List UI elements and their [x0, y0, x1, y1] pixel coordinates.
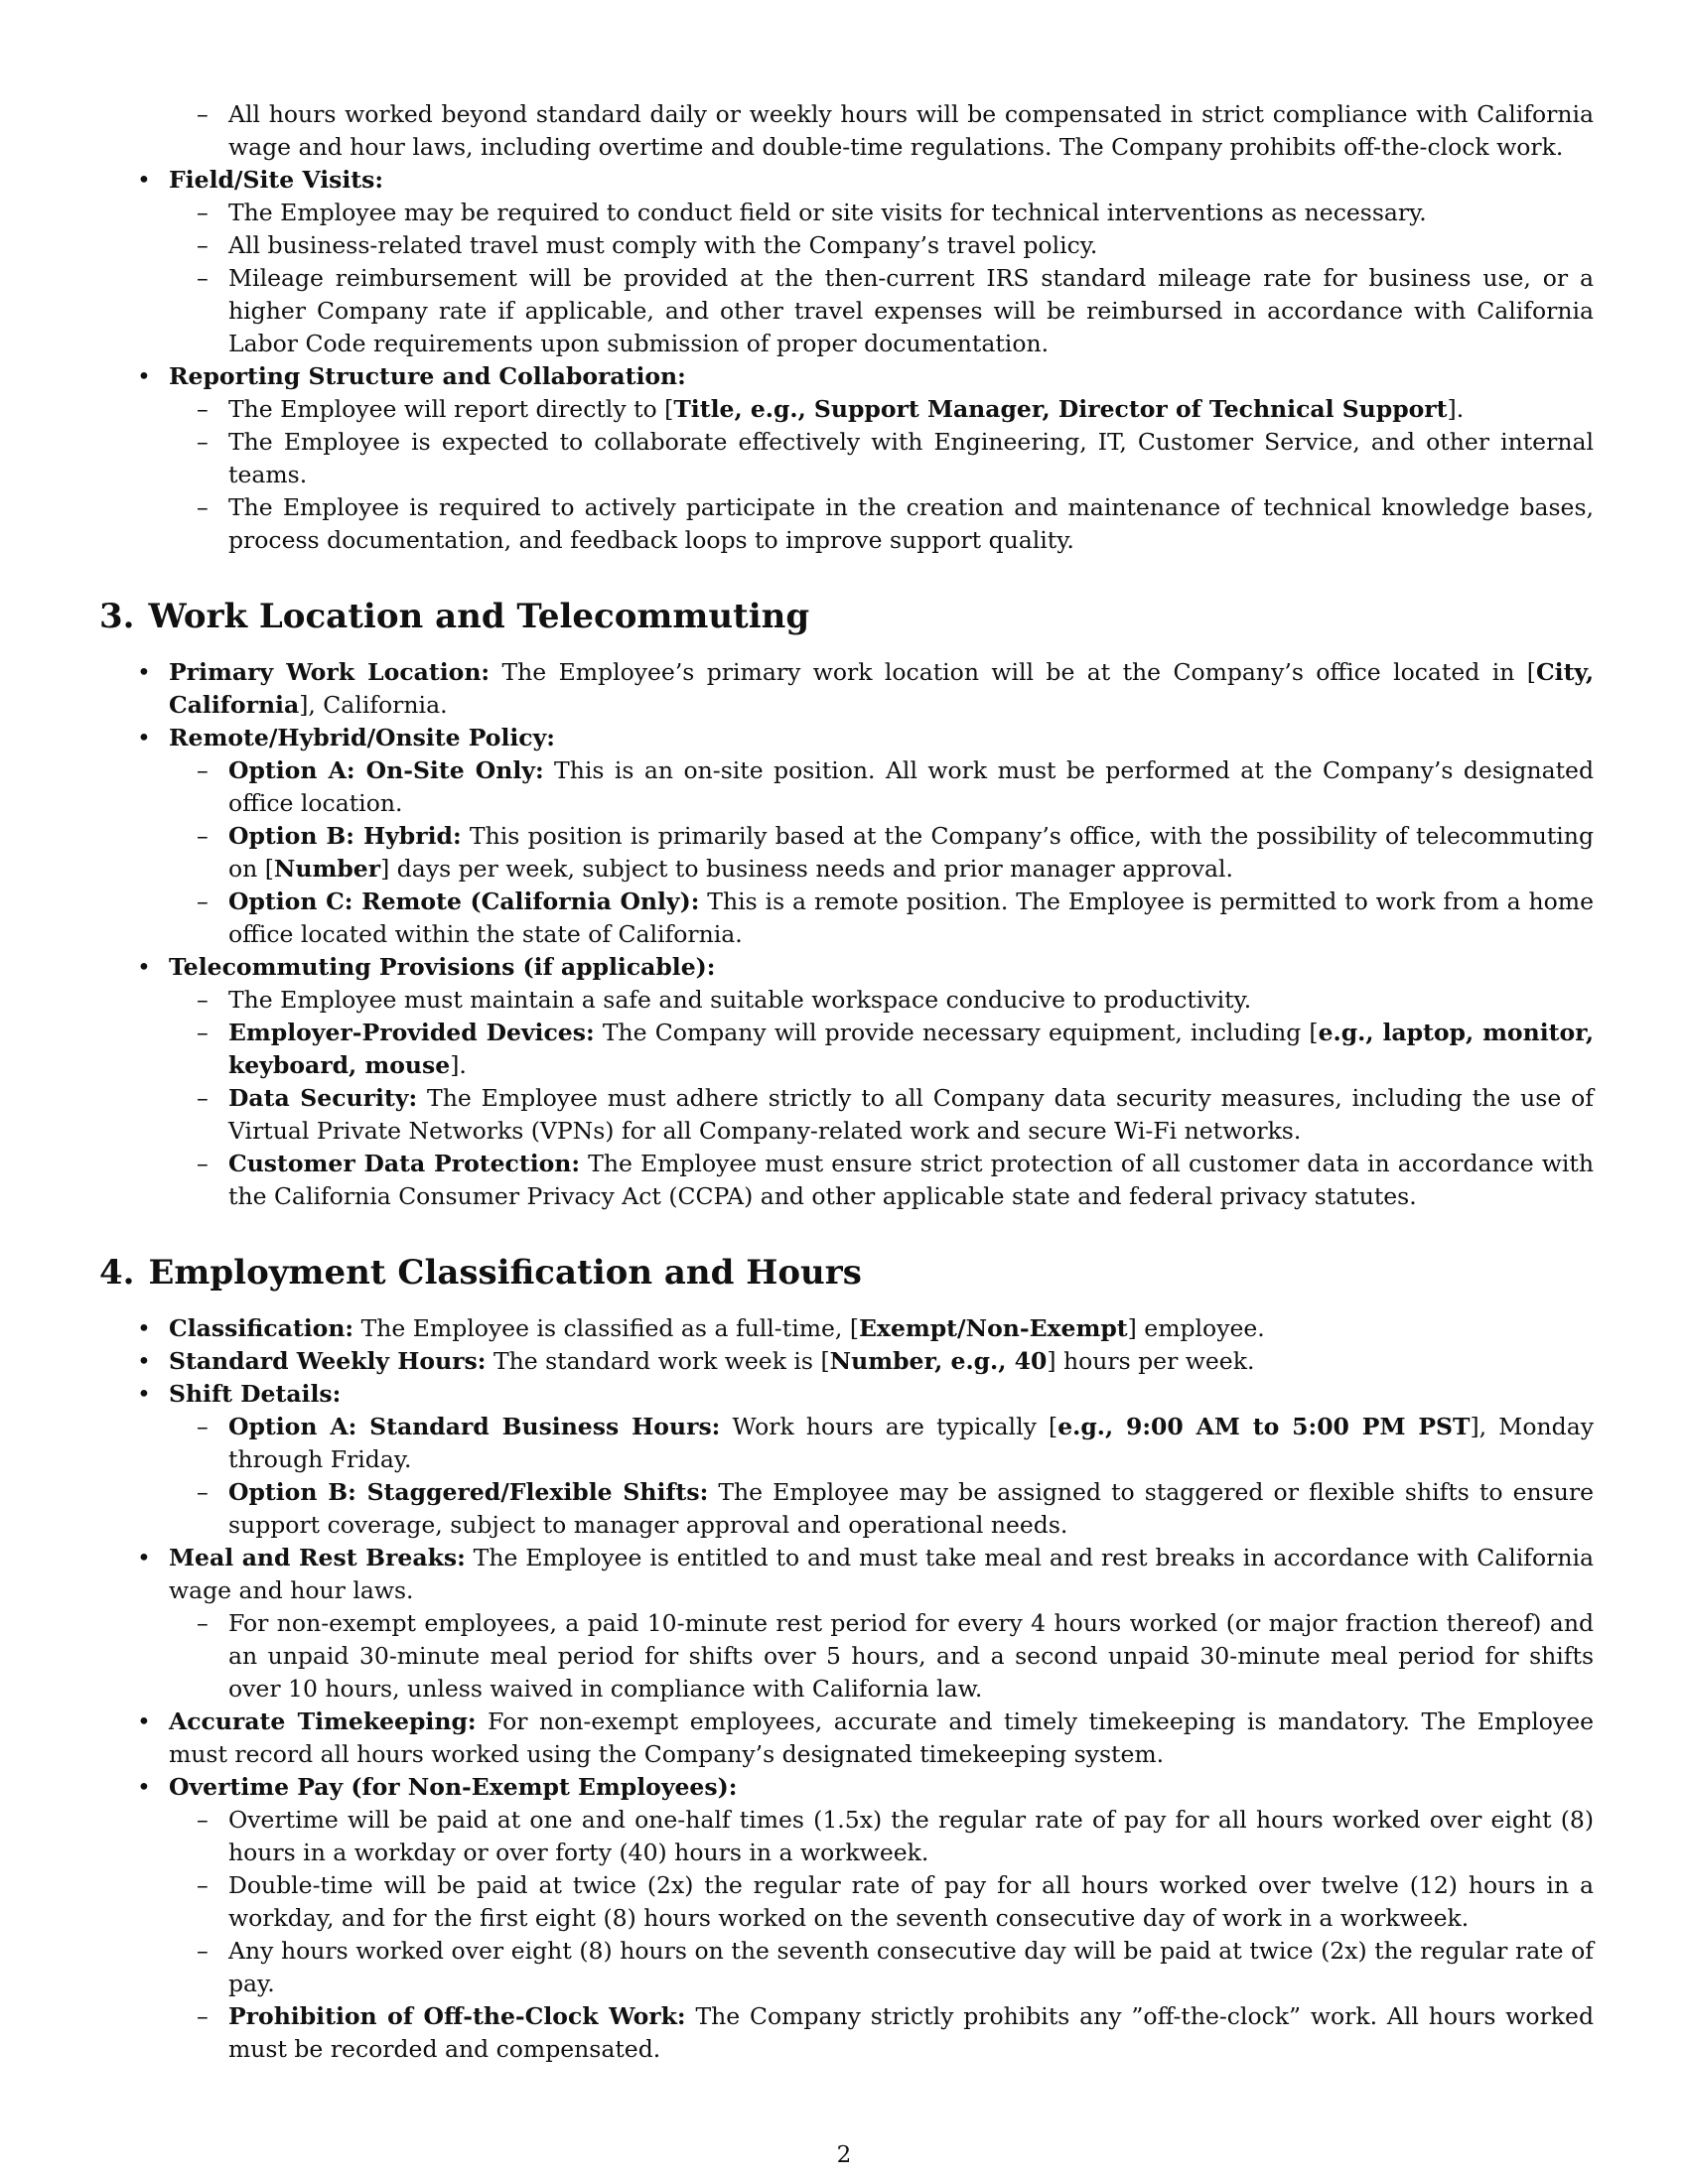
item-label: Accurate Timekeeping:: [169, 1707, 477, 1735]
item-label: Shift Details:: [169, 1380, 342, 1408]
item-label: Option A: On-Site Only:: [228, 756, 544, 784]
item-label: Option B: Hybrid:: [228, 822, 462, 850]
item-text: Any hours worked over eight (8) hours on the seventh consecutive day will be paid at twice (2x) the regular rate of pay.: [228, 1937, 1594, 1997]
item-label: Primary Work Location:: [169, 658, 491, 686]
continued-list: [99, 98, 1594, 164]
item-text: This position is primarily based at the Company’s office, with the possibility of telecommuting on [: [228, 822, 1594, 883]
section-title: Work Location and Telecommuting: [148, 597, 810, 636]
item-label: Option A: Standard Business Hours:: [228, 1413, 721, 1440]
list-item: [169, 2000, 1594, 2066]
item-label: Option C: Remote (California Only):: [228, 887, 700, 915]
placeholder-text: Number, e.g., 40: [829, 1347, 1048, 1375]
section4-list: [99, 1312, 1594, 2066]
list-item: [169, 1411, 1594, 1476]
section-heading-4: [99, 1253, 1594, 1293]
reporting-item: [99, 360, 1594, 557]
page-number: 2: [836, 2142, 852, 2168]
item-label: Option B: Staggered/Flexible Shifts:: [228, 1478, 709, 1506]
telecommuting-item: [99, 951, 1594, 1213]
placeholder-text: Number: [273, 855, 381, 883]
item-text: The Employee must maintain a safe and suitable workspace conducive to productivity.: [228, 986, 1252, 1014]
item-text: The Employee is entitled to and must take meal and rest breaks in accordance with California wage and hour laws.: [169, 1544, 1595, 1604]
item-label: Remote/Hybrid/Onsite Policy:: [169, 724, 555, 751]
item-text: The Employee must ensure strict protection of all customer data in accordance with the California Consumer Privacy Act (CCPA) and other applicable state and federal privacy statutes.: [228, 1150, 1594, 1210]
item-text: ], Monday through Friday.: [228, 1413, 1594, 1473]
item-text: For non-exempt employees, accurate and timely timekeeping is mandatory. The Employee must record all hours worked using the Company’s designated timekeeping system.: [169, 1707, 1595, 1768]
list-item: [169, 1935, 1594, 2000]
list-item: [169, 229, 1594, 262]
timekeeping-item: [99, 1706, 1594, 1771]
section2-list: [99, 164, 1594, 557]
item-text: The Employee’s primary work location will be at the Company’s office located in [: [490, 658, 1536, 686]
list-item: [169, 984, 1594, 1017]
item-text: Overtime will be paid at one and one-half times (1.5x) the regular rate of pay for all hours worked over eight (8) hours in a workday or over forty (40) hours in a workweek.: [228, 1806, 1594, 1866]
item-text: The Employee may be required to conduct field or site visits for technical interventions as necessary.: [228, 199, 1427, 226]
item-label: Classification:: [169, 1314, 354, 1342]
item-text: Work hours are typically [: [720, 1413, 1058, 1440]
placeholder-text: e.g., 9:00 AM to 5:00 PM PST: [1057, 1413, 1471, 1440]
item-label: Field/Site Visits:: [169, 166, 384, 194]
item-label: Reporting Structure and Collaboration:: [169, 362, 686, 390]
list-item: [169, 886, 1594, 951]
item-label: Data Security:: [228, 1084, 418, 1112]
list-item: [169, 820, 1594, 886]
section3-list: [99, 656, 1594, 1213]
item-label: Overtime Pay (for Non-Exempt Employees):: [169, 1773, 738, 1801]
item-text: The Employee must adhere strictly to all Company data security measures, including the use of Virtual Private Networks (VPNs) for all Company-related work and secure Wi-Fi networks.: [228, 1084, 1594, 1145]
list-item: [169, 1148, 1594, 1213]
section-title: Employment Classification and Hours: [148, 1253, 862, 1293]
list-item: [169, 1607, 1594, 1706]
item-label: Meal and Rest Breaks:: [169, 1544, 466, 1571]
item-text: For non-exempt employees, a paid 10-minute rest period for every 4 hours worked (or major fraction thereof) and an unpaid 30-minute meal period for shifts over 5 hours, and a second unpaid 30-minute meal period for shifts over 10 hours, unless waived in compliance with California law.: [228, 1609, 1594, 1703]
list-item: [169, 1017, 1594, 1082]
section-heading-3: [99, 597, 1594, 636]
item-text: Mileage reimbursement will be provided at the then-current IRS standard mileage rate for business use, or a higher Company rate if applicable, and other travel expenses will be reimbursed in accordance with California Labor Code requirements upon submission of proper documentation.: [228, 264, 1594, 357]
item-text: The standard work week is [: [486, 1347, 830, 1375]
item-text: ] employee.: [1127, 1314, 1265, 1342]
item-label: Prohibition of Off-the-Clock Work:: [228, 2002, 686, 2030]
list-item: [169, 393, 1594, 426]
item-label: Customer Data Protection:: [228, 1150, 581, 1177]
list-item: [169, 98, 1594, 164]
section-number: 4.: [99, 1253, 135, 1293]
list-item: [169, 426, 1594, 491]
item-text: The Employee is required to actively participate in the creation and maintenance of technical knowledge bases, process documentation, and feedback loops to improve support quality.: [228, 493, 1594, 554]
list-item: [169, 262, 1594, 360]
placeholder-text: e.g., laptop, monitor, keyboard, mouse: [228, 1019, 1595, 1079]
placeholder-text: City, California: [169, 658, 1595, 719]
meal-breaks-item: [99, 1542, 1594, 1706]
item-text: ].: [1447, 395, 1465, 423]
section-number: 3.: [99, 597, 135, 636]
field-visits-item: [99, 164, 1594, 360]
classification-item: [99, 1312, 1594, 1345]
document-body: [99, 98, 1594, 2066]
item-text: The Employee may be assigned to staggered or flexible shifts to ensure support coverage, subject to manager approval and operational needs.: [228, 1478, 1594, 1539]
item-text: ], California.: [299, 691, 448, 719]
list-item: [169, 1082, 1594, 1148]
item-text: The Company will provide necessary equipment, including [: [594, 1019, 1319, 1046]
item-text: ] hours per week.: [1047, 1347, 1255, 1375]
policy-item: [99, 722, 1594, 951]
list-item: [169, 197, 1594, 229]
item-text: The Employee is classified as a full-time, [: [353, 1314, 860, 1342]
item-text: All business-related travel must comply with the Company’s travel policy.: [228, 231, 1098, 259]
item-text: ] days per week, subject to business needs and prior manager approval.: [380, 855, 1234, 883]
item-label: Employer-Provided Devices:: [228, 1019, 595, 1046]
item-label: Telecommuting Provisions (if applicable):: [169, 953, 716, 981]
primary-location-item: [99, 656, 1594, 722]
placeholder-text: Title, e.g., Support Manager, Director of Technical Support: [673, 395, 1448, 423]
item-text: The Company strictly prohibits any ”off-the-clock” work. All hours worked must be recorded and compensated.: [228, 2002, 1594, 2063]
weekly-hours-item: [99, 1345, 1594, 1378]
list-item: [169, 1476, 1594, 1542]
list-item: [169, 491, 1594, 557]
overtime-item: [99, 1771, 1594, 2066]
item-label: Standard Weekly Hours:: [169, 1347, 487, 1375]
item-text: The Employee will report directly to [: [228, 395, 674, 423]
item-text: ].: [450, 1051, 467, 1079]
item-text: This is an on-site position. All work must be performed at the Company’s designated office location.: [228, 756, 1594, 817]
item-text: This is a remote position. The Employee is permitted to work from a home office located within the state of California.: [228, 887, 1594, 948]
item-text: The Employee is expected to collaborate effectively with Engineering, IT, Customer Service, and other internal teams.: [228, 428, 1594, 488]
item-text: All hours worked beyond standard daily or weekly hours will be compensated in strict compliance with California wage and hour laws, including overtime and double-time regulations. The Company prohibits off-the-clock work.: [228, 100, 1594, 161]
list-item: [169, 754, 1594, 820]
shift-details-item: [99, 1378, 1594, 1542]
list-item: [169, 1869, 1594, 1935]
placeholder-text: Exempt/Non-Exempt: [859, 1314, 1128, 1342]
item-text: Double-time will be paid at twice (2x) the regular rate of pay for all hours worked over twelve (12) hours in a workday, and for the first eight (8) hours worked on the seventh consecutive day of work in a workweek.: [228, 1871, 1594, 1932]
list-item: [169, 1804, 1594, 1869]
